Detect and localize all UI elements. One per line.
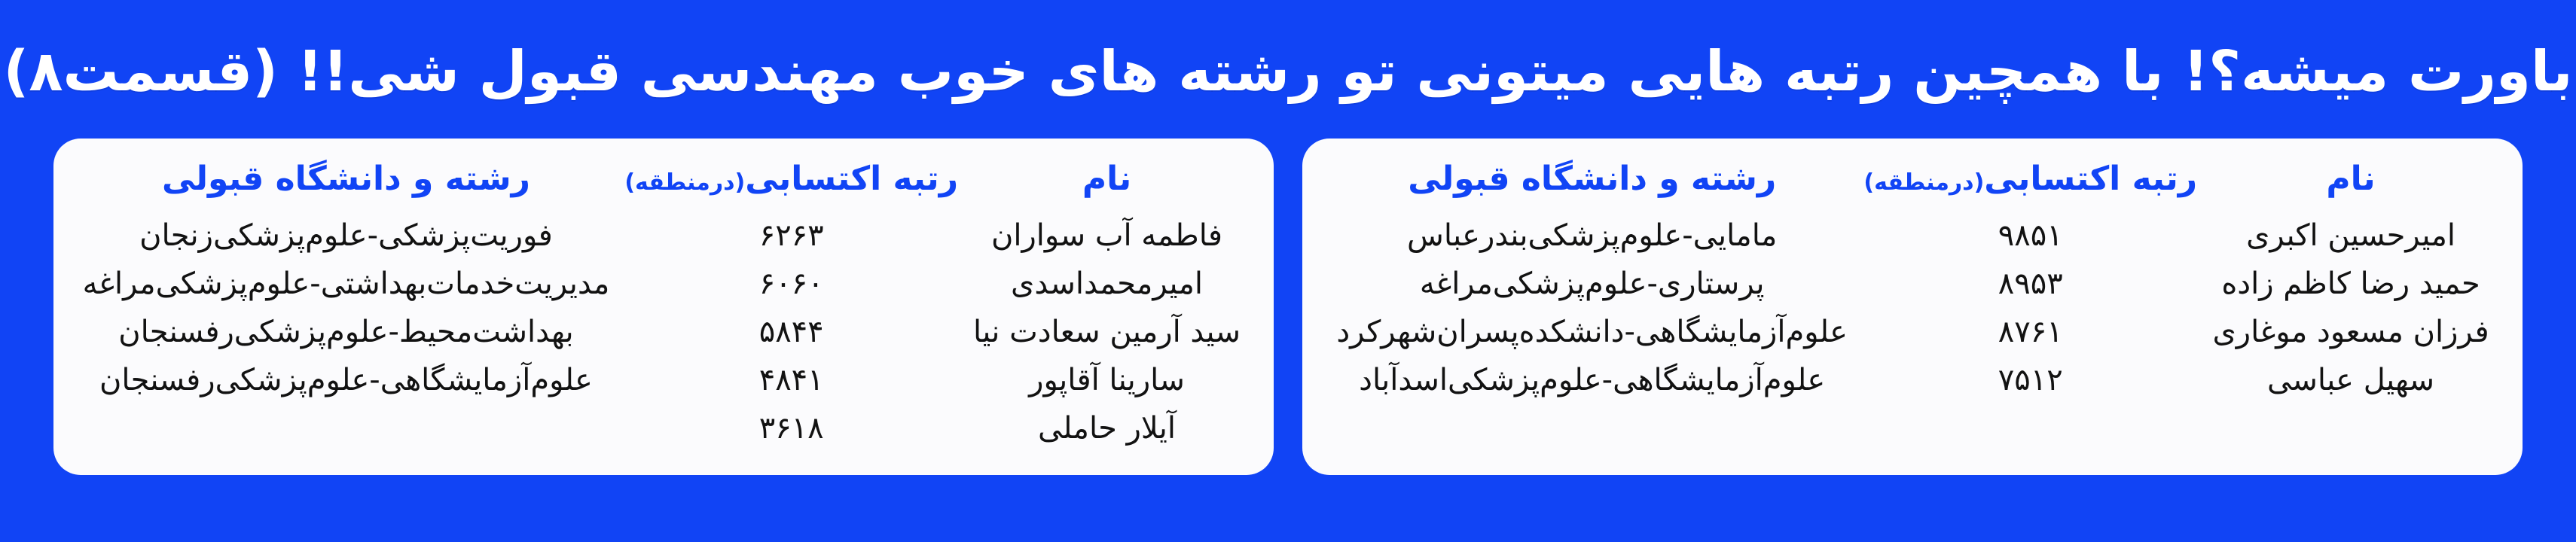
- cell-major: علوم‌آزمایشگاهی-دانشکده‌پسران‌شهرکرد: [1336, 315, 1848, 349]
- cell-rank: ۶۰۶۰: [758, 266, 824, 301]
- table-body-right: [1328, 212, 2497, 404]
- cell-major: مامایی-علوم‌پزشکی‌بندرعباس: [1407, 218, 1778, 253]
- table-row: [1328, 212, 2497, 260]
- cell-rank: ۸۷۶۱: [1998, 315, 2063, 349]
- cell-major: پرستاری-علوم‌پزشکی‌مراغه: [1419, 266, 1765, 301]
- results-table-right: [1328, 155, 2497, 404]
- results-card-right: [1302, 139, 2523, 475]
- results-table-left: [75, 155, 1248, 452]
- cell-name: سارینا آقاپور: [1029, 363, 1185, 397]
- cell-rank: ۶۲۶۳: [758, 218, 824, 253]
- cell-rank: ۸۹۵۳: [1998, 266, 2063, 301]
- cell-major: مدیریت‌خدمات‌بهداشتی-علوم‌پزشکی‌مراغه: [82, 266, 610, 301]
- cell-rank: ۵۸۴۴: [758, 315, 824, 349]
- tables-container: [45, 139, 2531, 475]
- cell-major: [75, 404, 618, 452]
- column-header-rank-label: رتبه اکتسابی: [1984, 160, 2198, 198]
- column-header-rank: [617, 155, 966, 212]
- cell-major: علوم‌آزمایشگاهی-علوم‌پزشکی‌رفسنجان: [99, 363, 593, 397]
- column-header-rank-sub: (درمنطقه): [1863, 169, 1985, 196]
- column-header-name: نام: [2326, 160, 2376, 198]
- table-row: [1328, 260, 2497, 308]
- table-header-row: [1328, 155, 2497, 212]
- cell-name: آیلار حاملی: [1037, 411, 1177, 446]
- cell-rank: ۹۸۵۱: [1998, 218, 2063, 253]
- column-header-major: رشته و دانشگاه قبولی: [161, 160, 530, 198]
- cell-major: بهداشت‌محیط-علوم‌پزشکی‌رفسنجان: [118, 315, 574, 349]
- column-header-name: نام: [1082, 160, 1132, 198]
- column-header-rank: [1856, 155, 2205, 212]
- column-header-major: رشته و دانشگاه قبولی: [1408, 160, 1777, 198]
- table-body-left: [75, 212, 1248, 452]
- cell-name: سید آرمین سعادت نیا: [973, 315, 1241, 349]
- table-row: [75, 404, 1248, 452]
- page-title: باورت میشه؟! با همچین رتبه هایی میتونی تو رشته های خوب مهندسی قبول شی!! (قسمت۸): [3, 39, 2573, 104]
- cell-name: امیرمحمداسدی: [1011, 266, 1203, 301]
- cell-major: فوریت‌پزشکی-علوم‌پزشکی‌زنجان: [139, 218, 553, 253]
- table-row: [75, 260, 1248, 308]
- column-header-rank-sub: (درمنطقه): [624, 169, 746, 196]
- cell-major: علوم‌آزمایشگاهی-علوم‌پزشکی‌اسدآباد: [1359, 363, 1826, 397]
- cell-name: امیرحسین اکبری: [2246, 218, 2455, 253]
- table-header-row: [75, 155, 1248, 212]
- table-row: [75, 308, 1248, 356]
- table-row: [75, 212, 1248, 260]
- table-row: [1328, 356, 2497, 404]
- cell-name: سهیل عباسی: [2267, 363, 2435, 397]
- cell-name: حمید رضا کاظم زاده: [2221, 266, 2480, 301]
- table-row: [75, 356, 1248, 404]
- cell-name: فرزان مسعود موغاری: [2212, 315, 2489, 349]
- table-row: [1328, 308, 2497, 356]
- cell-rank: ۳۶۱۸: [758, 411, 824, 446]
- cell-rank: ۷۵۱۲: [1998, 363, 2063, 397]
- table-header-left: [75, 155, 1248, 212]
- table-header-right: [1328, 155, 2497, 212]
- cell-rank: ۴۸۴۱: [758, 363, 824, 397]
- column-header-rank-label: رتبه اکتسابی: [745, 160, 959, 198]
- results-card-left: [53, 139, 1274, 475]
- cell-name: فاطمه آب سواران: [991, 218, 1223, 253]
